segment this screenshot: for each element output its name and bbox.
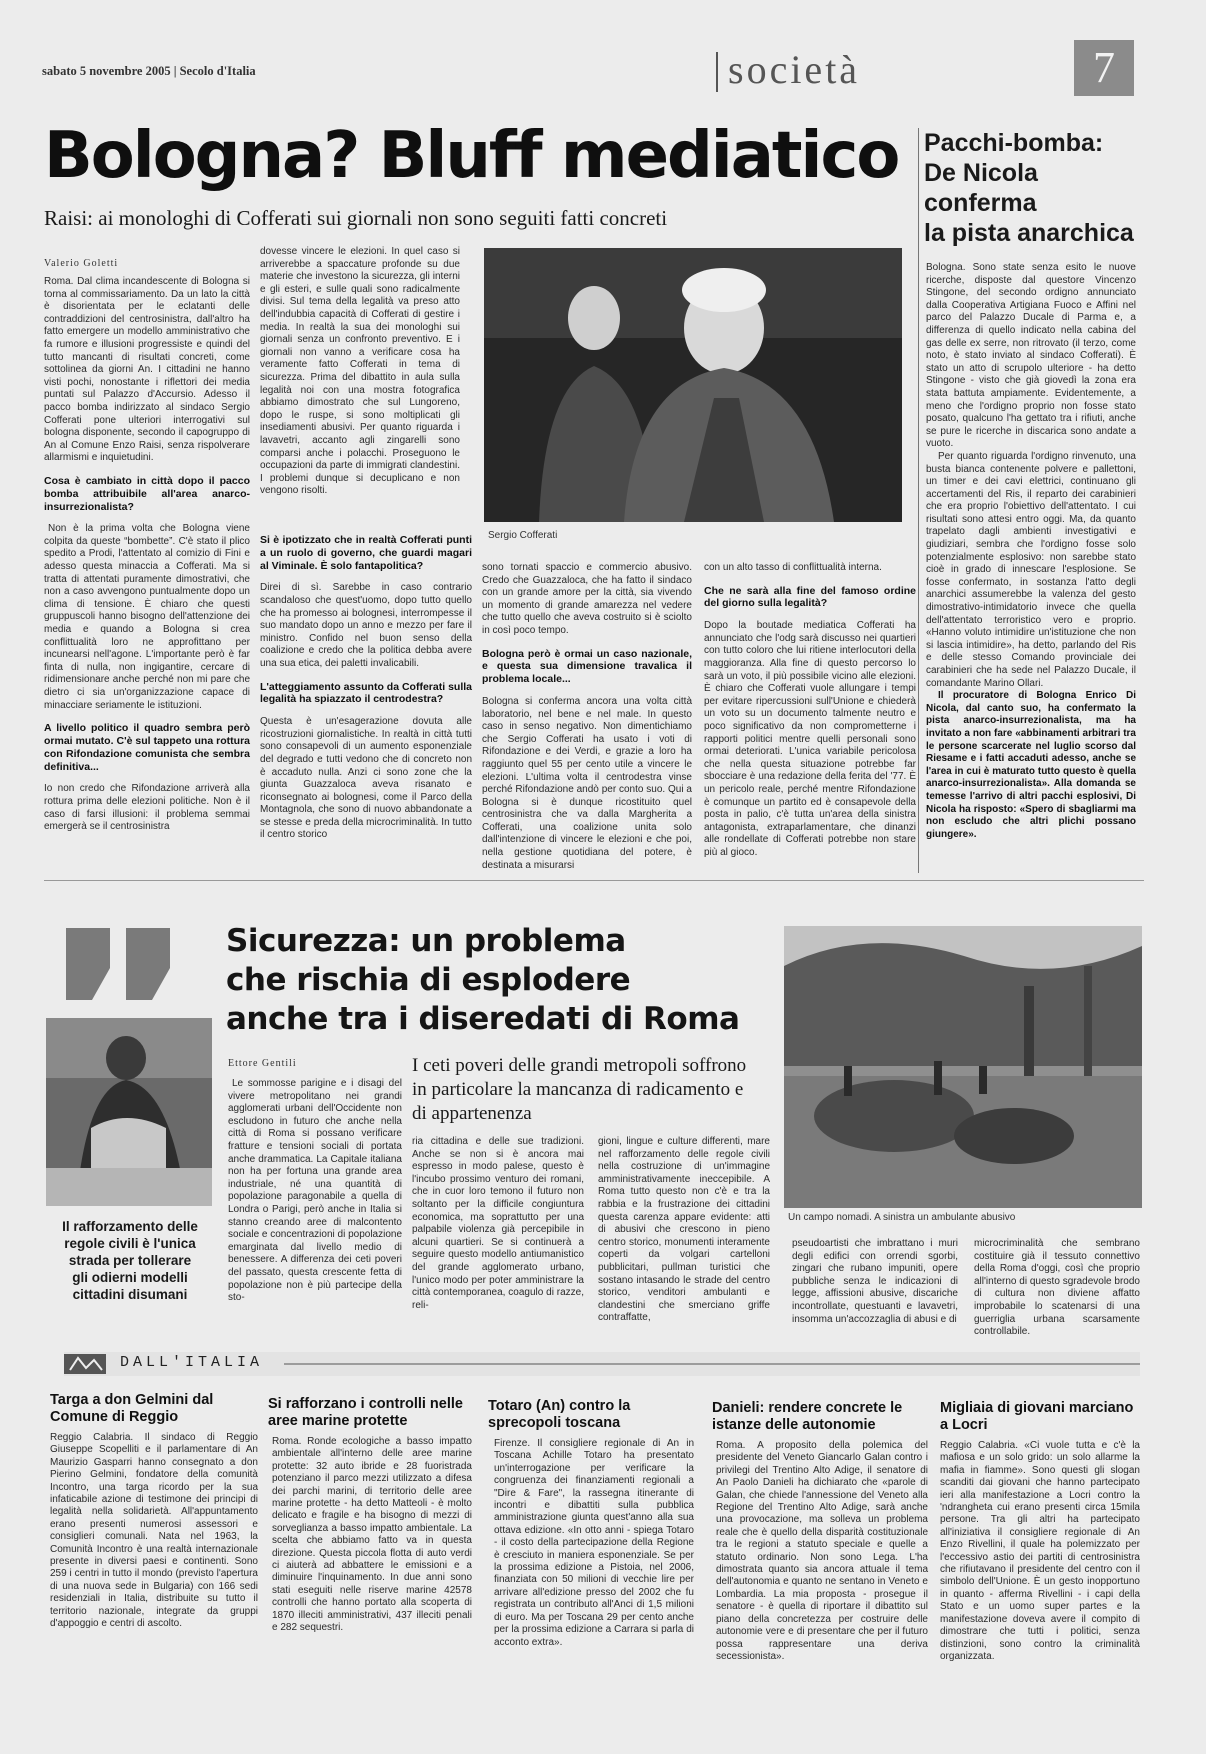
question: Bologna però è ormai un caso nazionale, e questa sua dimensione travalica il problema locale... — [482, 647, 692, 686]
main-subhead: Raisi: ai monologhi di Cofferati sui giornali non sono seguiti fatti concreti — [44, 206, 668, 230]
main-col-4 — [704, 562, 916, 874]
paragraph: Io non credo che Rifondazione arriverà alla rottura prima delle elezioni politiche. Non è il caso di farsi illusioni: il problema semmai emergerà se il centrosinistra — [44, 783, 250, 833]
paragraph: dovesse vincere le elezioni. In quel caso si arriverebbe a spaccature profonde su due materie che investono la sicurezza, gli interni e gli esteri, e sulle quali sono radicalmente divisi. Sul tema della legalità va preso atto dell'indubbia capacità di Cofferati di gestire i media. In realtà la sua dei monologhi sui giornali senza un confronto preventivo. E i giornali non vanno a verificare cosa ha veramente fatto Cofferati in tema di sicurezza. Prima del dibattito in aula sulla legalità noi con una mostra fotografica abbiamo dimostrato che sul Lungoreno, dopo le ruspe, si sono moltiplicati gli insediamenti abusivi. Per quanto riguarda i lavavetri, accanto agli zingarelli sono comparsi anche i polacchi. Proseguono le occupazioni da parte di immigrati clandestini. I problemi dunque si decuplicano e non vengono risolti. — [260, 246, 460, 497]
side-headline-line: Pacchi-bomba: — [924, 129, 1104, 157]
quote-marks-icon — [60, 924, 180, 1004]
cofferati-photo-caption: Sergio Cofferati — [488, 530, 558, 541]
section-title: società — [728, 47, 861, 92]
vendor-photo — [46, 1018, 212, 1206]
main-col-1 — [44, 276, 250, 872]
paragraph: Bologna. Sono state senza esito le nuove ricerche, disposte dal questore Vincenzo Stingone, del secondo ordigno annunciato dalla Cooperativa Artigiana Fuoco e Affini nel parco del Palazzo Ducale di Parma e, a differenza di quello indicato nella cabina del gas delle ex serre, non ritrovato (il terzo, come noto, è stato inviato al sindaco Cofferati). È stato un atto di scrupolo ulteriore - ha detto Stingone - visto che già giovedì la zona era stata battuta ampiamente. Evidentemente, a meno che l'ordigno proprio non fosse stato posato, qualcuno l'ha gettato tra i rifiuti, anche se pure le ricerche in discarica sono andate a vuoto. — [926, 262, 1136, 450]
security-pullquote: Il rafforzamento delle regole civili è l'unica strada per tollerare gli odierni modelli cittadini disumani — [62, 1219, 198, 1302]
quote-marks-graphic — [60, 924, 180, 1009]
main-col-3 — [482, 562, 692, 874]
side-headline — [924, 128, 1154, 248]
paragraph: Per quanto riguarda l'ordigno rinvenuto, una busta bianca contenente polvere e pallettoni, un timer e dei cavi elettrici, continuano gli accertamenti del Ris, il reparto dei carabinieri che era proprio l'obiettivo dell'attentato. I cui risultati sono attesi entro oggi. Ma, da quanto trapelato dagli ambienti investigativi e giudiziari, sembra che l'ordigno fosse solo potenzialmente esplosivo: non sarebbe stato cioè in grado di innescare l'esplosione. Se fosse confermato, in sostanza l'atto degli anarchici assumerebbe la valenza del gesto dimostrativo-intimidatorio invece che quella dell'attentato terroristico vero e proprio. «Hanno voluto intimidire un'istituzione che non si lascia intimidire», ha detto, parlando del Ris e delle stesso Comando provinciale dei carabinieri che ha sede nel Palazzo Ducale, il comandante Marino Ollari. — [926, 450, 1136, 689]
main-col-2-bottom — [260, 534, 472, 874]
header-divider — [716, 52, 718, 92]
security-col-3 — [598, 1136, 770, 1326]
brief-text: Reggio Calabria. «Ci vuole tutta e c'è la mafiosa e un solo grido: un solo allarme la mafia in fiamme». Sono questi gli slogan scanditi dai giovani che hanno partecipato ieri alla manifestazione a Locri contro la 'ndrangheta cui erano presenti circa 15mila persone. Tra gli altri ha partecipato all'iniziativa il consigliere regionale di An Enzo Rivellini, il quale ha polemizzato per l'eccessivo astio dei partiti di centrosinistra che rifiutavano il presidente del centro con il simbolo dell'Unione. È un gesto inopportuno in quanto - afferma Rivellini - i capi della Stato e un uomo super partes e la manifestazione doveva avere il compito di dimostrare che tutti i politici, senza distinzioni, sono contro la criminalità organizzata. — [940, 1440, 1140, 1662]
paragraph: Questa è un'esagerazione dovuta alle ricostruzioni giornalistiche. In realtà in città tutti sono consapevoli di un aumento esponenziale del degrado e tutti vedono che di concreto non è accaduto nulla. Anzi ci sono zone che la giunta Guazzaloca aveva risanato e riconsegnato ai bolognesi, come il Parco della Montagnola, che sono di nuovo abbandonate a se stesse e preda della microcriminalità. In tutto il centro storico — [260, 716, 472, 841]
paragraph: gioni, lingue e culture differenti, mare nel rafforzamento delle regole civili nella costruzione di un'immagine amministrativamente ineccepibile. A Roma tutto questo non c'è e tra la rabbia e la frustrazione dei cittadini questa carenza appare evidente: atti di abusivi che crescono in pieno centro storico, monumenti interamente coperti da volgari cartelloni pubblicitari, pullman turistici che sostano intasando le strade del centro storico, venditori ambulanti e clandestini che smerciano griffe contraffatte, — [598, 1136, 770, 1324]
camp-photo — [784, 926, 1142, 1208]
dall-italia-label: DALL'ITALIA — [114, 1354, 269, 1371]
main-article-divider — [918, 128, 919, 873]
paragraph: ria cittadina e delle sue tradizioni. Anche se non si è ancora mai espresso in modo palese, questo è l'incubo prossimo venturo dei romani, che in cuor loro temono il futuro non soltanto per la difficile congiuntura economica, ma soprattutto per una palpabile violenza già percepibile in alcuni quartieri. Se si continuerà a seguire questo modello antiumanistico del grande agglomerato urbano, l'unico modo per poter amministrare la città contemporanea, coagulo di razze, reli- — [412, 1136, 584, 1311]
date-paper: sabato 5 novembre 2005 | Secolo d'Italia — [42, 64, 256, 78]
question: A livello politico il quadro sembra però ormai mutato. C'è sul tappeto una rottura con Rifondazione comunista che sembra definitiva... — [44, 722, 250, 773]
security-headline-line: anche tra i diseredati di Roma — [226, 1001, 740, 1037]
question: Cosa è cambiato in città dopo il pacco bomba attribuibile all'area anarco-insurrezionalista? — [44, 474, 250, 513]
cofferati-photo-image — [484, 248, 902, 522]
vendor-photo-image — [46, 1018, 212, 1206]
brief-title: Danieli: rendere concrete le istanze delle autonomie — [712, 1400, 903, 1433]
brief-title: Targa a don Gelmini dal Comune di Reggio — [50, 1392, 214, 1425]
security-subhead: I ceti poveri delle grandi metropoli soffrono in particolare la mancanza di radicamento e di appartenenza — [412, 1055, 747, 1124]
paragraph: Roma. Dal clima incandescente di Bologna si torna al commissariamento. Da un lato la città è disorientata per le eclatanti delle contraddizioni del centrosinistra, dall'altro ha fatto emergere un modello amministrativo che fa rumore e illusioni progressiste e quindi del tutto mancanti di risultati concreti, come sottolinea da giorni An. I cittadini ne hanno visti pochi, nonostante i riflettori dei media puntati sul Palazzo d'Accursio. Adesso il pacco bomba indirizzato al sindaco Sergio Cofferati pone ulteriori interrogativi sul bologna disponente, secondo il capogruppo di An al Comune Enzo Raisi, senza rispolverare allarmismi e inquietudini. — [44, 276, 250, 464]
security-headline — [226, 922, 786, 1039]
brief-title: Si rafforzano i controlli nelle aree marine protette — [268, 1396, 463, 1429]
main-col-2-top — [260, 246, 460, 521]
side-headline-line: conferma — [924, 189, 1037, 217]
paragraph: Dopo la boutade mediatica Cofferati ha annunciato che l'odg sarà discusso nei quartieri con tutto coloro che lui ritiene interlocutori della maggioranza. Alla fine di questo percorso lo sarà un voto, il più possibile vicino alle elezioni. È chiaro che Cofferati vuole allungare i tempi per evitare ripercussioni sull'Unione e chiederà un voto su un documento talmente neutro e poco significativo da non comprometterne i rapporti politici mentre quelli personali sono ormai deteriorati. L'unica variabile pericolosa che nella questa situazione potrebbe far sbocciare è una redazione della ferita del '77. È un pericolo reale, perché mentre Rifondazione è comunque un partito ed è consapevole della posta in palio, c'è tutta un'area della sinistra antagonista, extraparlamentare, che dinanzi alle rondellate di Cofferati potrebbe non stare più al gioco. — [704, 620, 916, 858]
security-col-2 — [412, 1136, 584, 1326]
cofferati-photo — [484, 248, 902, 522]
security-headline-line: Sicurezza: un problema — [226, 923, 626, 959]
page-number: 7 — [1093, 43, 1115, 92]
paragraph: microcriminalità che sembrano costituire già il tessuto connettivo della Roma d'oggi, così che proprio all'interno di questo sgradevole brodo di cultura non diviene affatto improbabile lo scatenarsi di una guerriglia urbana scarsamente controllabile. — [974, 1238, 1140, 1338]
camp-photo-image — [784, 926, 1142, 1208]
main-headline: Bologna? Bluff mediatico — [44, 119, 899, 193]
brief-text: Roma. Ronde ecologiche a basso impatto ambientale all'interno delle aree marine protette: 32 auto ibride e 28 fuoristrada potenziano il parco mezzi utilizzato a difesa dei parchi marini, di territorio delle aree marine protette - ha detto Matteoli - è molto delicato e fragile e ha bisogno di mezzi di sorveglianza a basso impatto ambientale. La scelta che abbiamo fatto va in questa direzione. Questa piccola flotta di auto verdi ci aiuterà ad abbattere le emissioni e a diminuire l'inquinamento. In due anni sono stati eseguiti nelle riserve marine 42578 controlli che hanno portato alla scoperta di 1870 illeciti amministrativi, 437 illeciti penali e 282 sequestri. — [272, 1436, 472, 1634]
question: Che ne sarà alla fine del famoso ordine del giorno sulla legalità? — [704, 584, 916, 610]
question: L'atteggiamento assunto da Cofferati sulla legalità ha spiazzato il centrodestra? — [260, 680, 472, 706]
brief-text: Firenze. Il consigliere regionale di An in Toscana Achille Totaro ha presentato un'interrogazione per verificare la congruenza dei finanziamenti regionali a "Dire & Fare", la rassegna itinerante di incontri e dibattiti sulla pubblica amministrazione giunta quest'anno alla sua ottava edizione. «In otto anni - spiega Totaro - il costo della partecipazione della Regione è cresciuto in maniera esponenziale. Se per la prossima edizione a Pistoia, nel 2006, finanziata con 50 milioni di vecchie lire per arrivare all'edizione presso del 2002 che fu registrata un contributo all'Anci di 1,5 milioni di euro. Ma per Toscana 29 per cento anche per la prossima edizione a Carrara si parla di acconto extra». — [494, 1438, 694, 1648]
security-col-4 — [792, 1238, 958, 1328]
security-byline: Ettore Gentili — [228, 1058, 297, 1069]
security-col-5 — [974, 1238, 1140, 1338]
paragraph: pseudoartisti che imbrattano i muri degli edifici con orrendi sgorbi, zingari che rubano impuniti, opere pubbliche senza le indicazioni di legge, affissioni abusive, discariche incontrollate, questuanti e lavavetri, insomma un'accozzaglia di abusi e di — [792, 1238, 958, 1325]
security-headline-line: che rischia di esplodere — [226, 962, 631, 998]
main-byline: Valerio Goletti — [44, 258, 119, 269]
brief-text: Reggio Calabria. Il sindaco di Reggio Giuseppe Scopelliti e il parlamentare di An Maurizio Gasparri hanno consegnato a don Pierino Gelmini, fondatore della comunità Incontro, una targa ricordo per la sua infaticabile azione di testimone dei principi di legalità nella solidarietà. All'appuntamento erano presenti numerosi assessori e consiglieri comunali. Nata nel 1963, la Comunità Incontro è una realtà internazionale presente in diversi paesi e continenti. Sono 259 i centri in tutto il mondo (previsto l'apertura di una nuova sede in Bulgaria) con 166 sedi residenziali in Italia, distribuite su tutto il territorio nazionale, integrate da gruppi d'appoggio e centri di ascolto. — [50, 1432, 258, 1630]
security-col-1 — [228, 1078, 402, 1326]
paragraph: Il procuratore di Bologna Enrico Di Nicola, dal canto suo, ha confermato la pista anarco-insurrezionalista, ma ha invitato a non fare «abbinamenti arbitrari tra le persone scarcerate nel luglio scorso dal Riesame e i fatti accaduti adesso, anche se l'area in cui è maturato tutto questo è quella anarco-insurrezionalista». Alla domanda se temesse l'arrivo di altri pacchi esplosivi, Di Nicola ha risposto: «Spero di sbagliarmi ma non escludo che altri plichi possano giungere». — [926, 690, 1136, 840]
paragraph: con un alto tasso di conflittualità interna. — [704, 562, 882, 573]
brief-text: Roma. A proposito della polemica del presidente del Veneto Giancarlo Galan contro i privilegi del Trentino Alto Adige, il senatore di An Paolo Danieli ha dichiarato che «parole di Galan, che chiede l'annessione del Veneto alla Regione del Trentino Alto Adige, sarà anche una provocazione, ma solleva un problema reale che è quello della disparità costituzionale tra le regioni a statuto speciale e quelle a statuto ordinario. Non sono Lega. L'ha dimostrata quanto sia ancora attuale il tema dell'autonomia e quanto ne sentano in Veneto e Lombardia. La mia proposta - prosegue il senatore - è quella di riportare il dibattito sul piano della concretezza per costruire delle autonomie vere e di presentare che per il futuro possa rappresentare una deriva secessionista». — [716, 1440, 928, 1662]
brief-title: Migliaia di giovani marciano a Locri — [940, 1400, 1134, 1433]
paragraph: Direi di sì. Sarebbe in caso contrario scandaloso che quest'uomo, dopo tutto quello che ha promesso ai bolognesi, interrompesse il suo mandato dopo un anno e mezzo per fare il ministro. Confido nel buon senso della coalizione e credo che la politica debba avere una sua etica, dei paletti invalicabili. — [260, 582, 472, 669]
paragraph: Le sommosse parigine e i disagi del vivere metropolitano nei grandi agglomerati urbani dell'Occidente non escludono in futuro che anche nella città di Roma si possano verificare fratture e tensioni sociali di portata anche drammatica. La Capitale italiana non ha per fortuna una grande area industriale, né una quantità di popolazione paragonabile a quella di Londra o Parigi, però anche in Italia si stanno creando aree di malcontento sociale e concentrazioni di popolazione emarginata dal livello medio di benessere. A differenza dei ceti poveri del passato, questa crescente fetta di popolazione non è più partecipe della sto- — [228, 1078, 403, 1304]
question: Si è ipotizzato che in realtà Cofferati punti a un ruolo di governo, che guardi magari al Viminale. È solo fantapolitica? — [260, 534, 472, 572]
section-divider — [44, 880, 1144, 881]
paragraph: Non è la prima volta che Bologna viene colpita da queste “bombette”. C'è stato il plico spedito a Prodi, l'attentato al comizio di Fini e adesso questa minaccia a Cofferati. Ma si tratta di attentati puramente dimostrativi, che non a caso avvengono puntualmente dopo un clima di tensione. È chiaro che questi gruppuscoli hanno bisogno dell'attenzione dei media e quando a Bologna si crea conflittualità loro ne approfittano per incunearsi nell'agone. L'importante però è far finta di nulla, non ingigantire, cercare di ridimensionare anche perché non mi pare che dietro ci sia un'organizzazione capace di minacciare seriamente le istituzioni. — [44, 523, 250, 711]
side-headline-line: De Nicola — [924, 159, 1038, 187]
paragraph: sono tornati spaccio e commercio abusivo. Credo che Guazzaloca, che ha fatto il sindaco con un grande amore per la città, sia vivendo un momento di grande amarezza nel vedere che tutto quello che aveva costruito si è sciolto in così poco tempo. — [482, 562, 692, 636]
paragraph: Bologna si conferma ancora una volta città laboratorio, nel bene e nel male. In questo caso in senso negativo. Non dimentichiamo che Sergio Cofferati ha usato i voti di Rifondazione e dei Verdi, e grazie a loro ha raggiunto quel 55 per cento utile a vincere le elezioni. L'ultima volta il centrodestra vinse perché Rifondazione andò per conto suo. Qui a Bologna si è dunque ricostituito quel centrosinistra che va dalla Margherita a Cofferati, una coalizione unita solo dall'intenzione di vincere le elezioni e che poi, nella gestione quotidiana del potere, è destinata a misurarsi — [482, 695, 692, 871]
side-article-body — [926, 262, 1136, 874]
side-headline-line: la pista anarchica — [924, 219, 1134, 247]
camp-photo-caption: Un campo nomadi. A sinistra un ambulante abusivo — [788, 1212, 1016, 1223]
brief-title: Totaro (An) contro la sprecopoli toscana — [488, 1398, 631, 1431]
